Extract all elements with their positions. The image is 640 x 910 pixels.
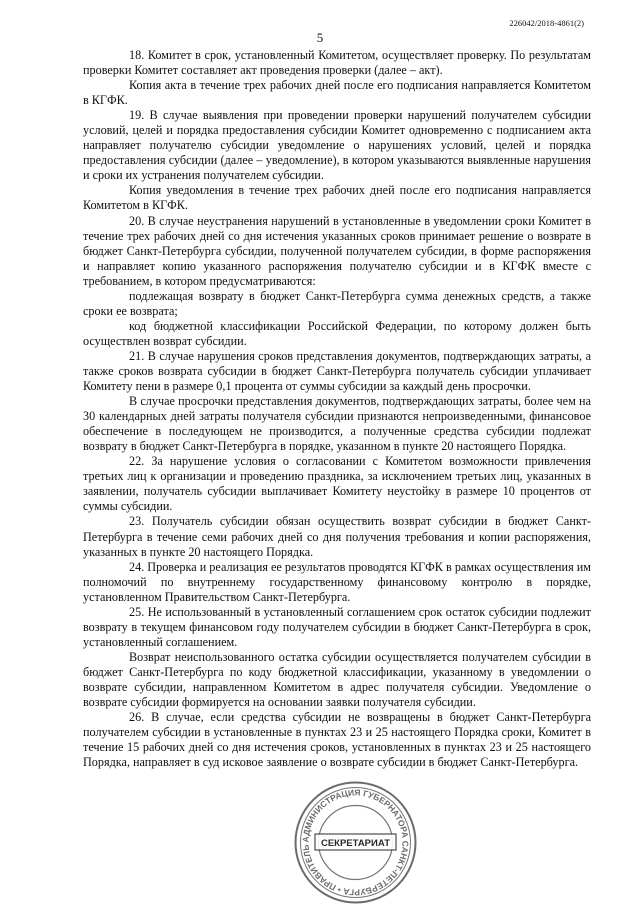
document-body xyxy=(83,48,591,770)
paragraph-20: 20. В случае неустранения нарушений в установленные в уведомлении сроки Комитет в течение трех рабочих дней со дня истечения указанных сроков принимает решение о возврате в бюджет Санкт-Петербурга субсидии, полученной получателем субсидии, в форме распоряжения и направляет копию указанного распоряжения получателю субсидии и в КГФК вместе с требованием, в котором предусматриваются: xyxy=(83,213,591,288)
paragraph-22: 22. За нарушение условия о согласовании с Комитетом возможности привлечения третьих лиц к организации и проведению праздника, за исключением третьих лиц, указанных в заявлении, получатель субсидии выплачивает Комитету неустойку в размере 10 процентов от суммы субсидии. xyxy=(83,454,591,514)
page-number: 5 xyxy=(316,30,324,45)
paragraph-25-return: Возврат неиспользованного остатка субсидии осуществляется получателем субсидии в бюджет Санкт-Петербурга по коду бюджетной классификации, указанному в уведомлении о возврате субсидии, направленном Комитетом в адрес получателя субсидии. Уведомление о возврате субсидии формируется на основании заявки получателя субсидии. xyxy=(83,649,591,710)
stamp-seal xyxy=(293,780,418,905)
paragraph-25: 25. Не использованный в установленный соглашением срок остаток субсидии подлежит возврату в текущем финансовом году получателем субсидии в бюджет Санкт-Петербурга в срок, установленный соглашением. xyxy=(83,604,591,649)
paragraph-20-item-code: код бюджетной классификации Российской Федерации, по которому должен быть осуществлен возврат субсидии. xyxy=(83,318,591,348)
document-code: 226042/2018-4861(2) xyxy=(509,18,584,28)
paragraph-24: 24. Проверка и реализация ее результатов проводятся КГФК в рамках осуществления им полномочий по внутреннему государственному финансовому контролю в порядке, установленном Правительством Санкт-Петербурга. xyxy=(83,559,591,604)
paragraph-20-item-amount: подлежащая возврату в бюджет Санкт-Петербурга сумма денежных средств, а также сроки ее возврата; xyxy=(83,288,591,318)
stamp-ring-text: АДМИНИСТРАЦИЯ ГУБЕРНАТОРА САНКТ-ПЕТЕРБУРГА • ПРАВИТЕЛЬ xyxy=(300,787,411,898)
paragraph-21: 21. В случае нарушения сроков представления документов, подтверждающих затраты, а также сроков возврата субсидии в бюджет Санкт-Петербурга получатель субсидии уплачивает Комитету пени в размере 0,1 процента от суммы субсидии за каждый день просрочки. xyxy=(83,348,591,394)
paragraph-19-copy: Копия уведомления в течение трех рабочих дней после его подписания направляется Комитетом в КГФК. xyxy=(83,183,591,213)
paragraph-19: 19. В случае выявления при проведении проверки нарушений получателем субсидии условий, целей и порядка предоставления субсидии Комитет одновременно с подписанием акта направляет получателю субсидии уведомление о нарушениях условий, целей и порядка предоставления субсидии (далее – уведомление), в котором указываются выявленные нарушения и сроки их устранения получателем субсидии. xyxy=(83,108,591,183)
paragraph-18-copy: Копия акта в течение трех рабочих дней после его подписания направляется Комитетом в КГФК. xyxy=(83,78,591,108)
official-stamp xyxy=(293,780,418,905)
paragraph-21-delay: В случае просрочки представления документов, подтверждающих затраты, более чем на 30 календарных дней затраты получателя субсидии признаются непроизведенными, финансовое обеспечение в последующем не производится, а полученные средства субсидии подлежат возврату в бюджет Санкт-Петербурга в порядке, указанном в пункте 20 настоящего Порядка. xyxy=(83,394,591,454)
stamp-center-text: СЕКРЕТАРИАТ xyxy=(320,838,391,849)
paragraph-18: 18. Комитет в срок, установленный Комитетом, осуществляет проверку. По результатам проверки Комитет составляет акт проведения проверки (далее – акт). xyxy=(83,48,591,78)
paragraph-26: 26. В случае, если средства субсидии не возвращены в бюджет Санкт-Петербурга получателем субсидии в установленные в пунктах 23 и 25 настоящего Порядка сроки, Комитет в течение 15 рабочих дней со дня истечения сроков, установленных в пунктах 23 и 25 настоящего Порядка, направляет в суд исковое заявление о возврате субсидии в бюджет Санкт-Петербурга. xyxy=(83,710,591,770)
paragraph-23: 23. Получатель субсидии обязан осуществить возврат субсидии в бюджет Санкт-Петербурга в течение семи рабочих дней со дня получения требования и копии распоряжения, указанных в пункте 20 настоящего Порядка. xyxy=(83,514,591,559)
